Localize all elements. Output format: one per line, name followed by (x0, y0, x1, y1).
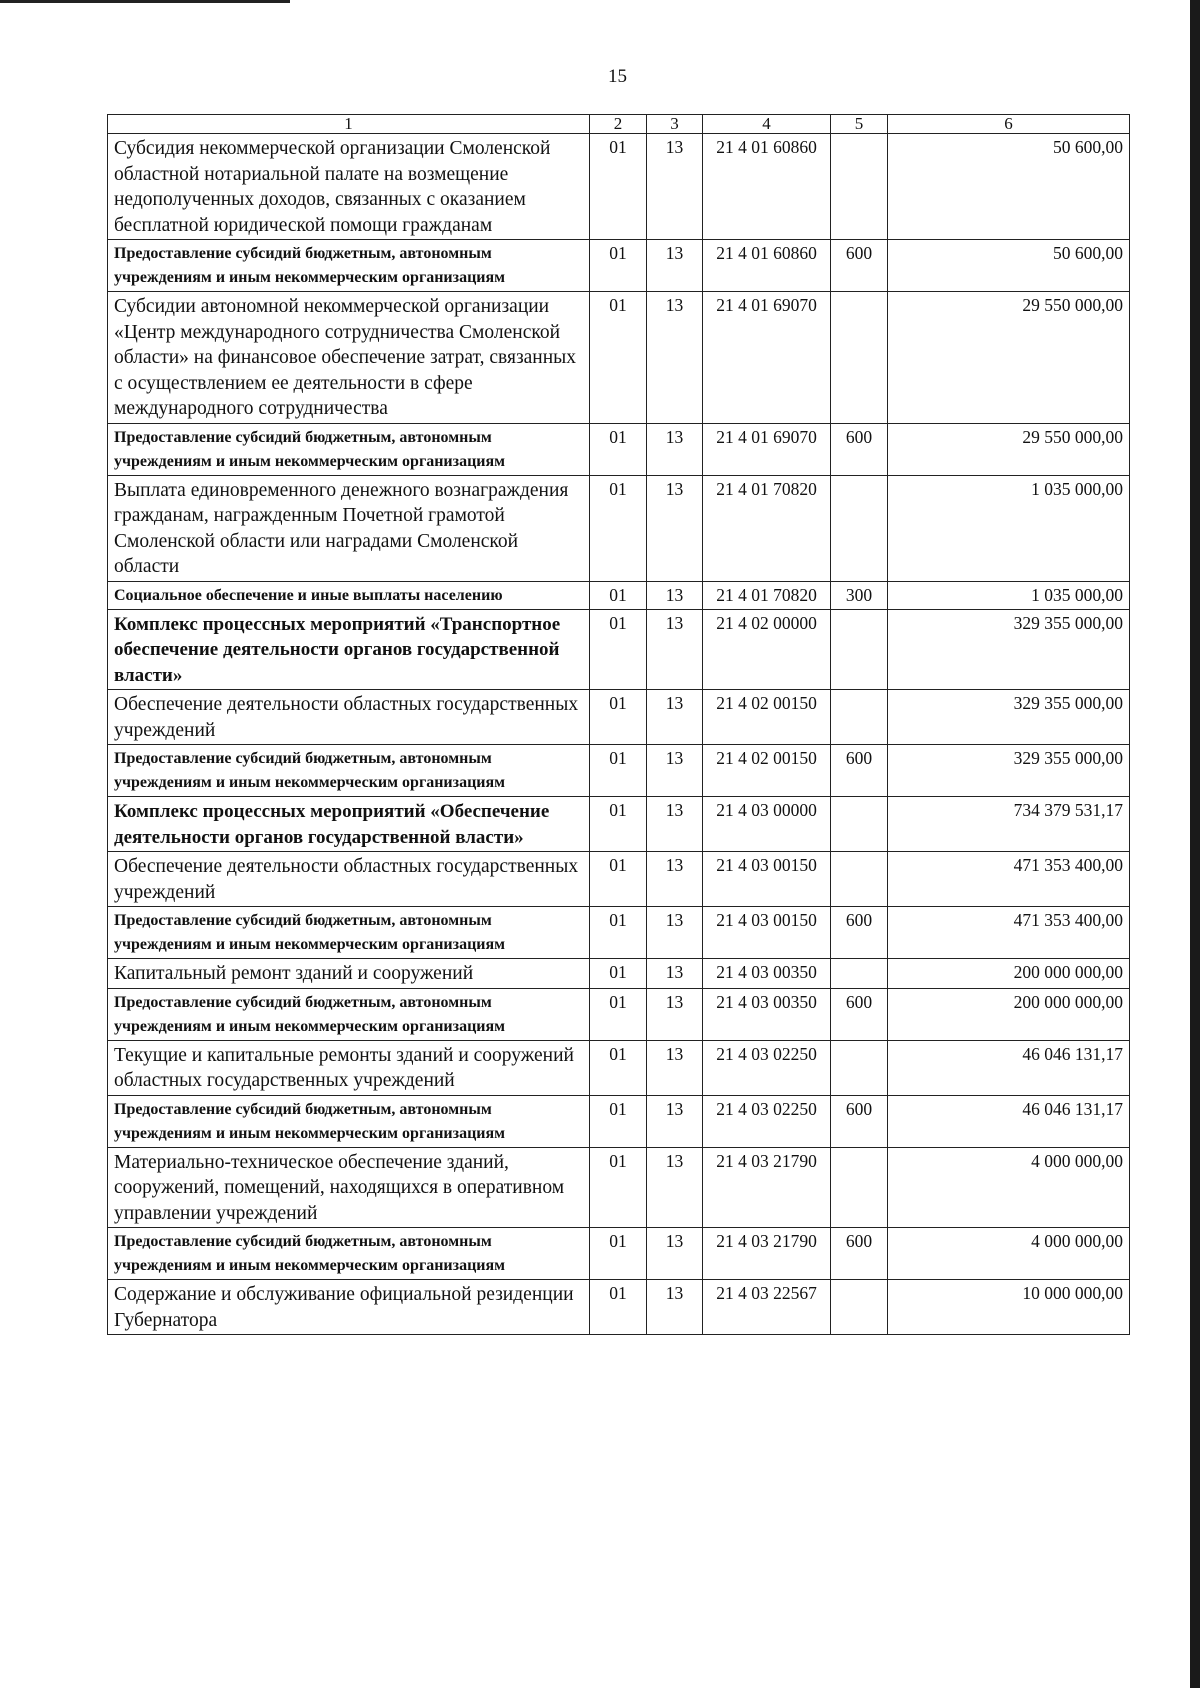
scan-edge-shadow (1190, 0, 1200, 1688)
row-expense-type-cell (831, 797, 888, 852)
row-amount-cell: 734 379 531,17 (888, 797, 1130, 852)
row-subsection-cell: 13 (647, 1228, 703, 1280)
row-section-cell: 01 (590, 852, 647, 907)
row-section-cell: 01 (590, 1095, 647, 1147)
row-section-cell: 01 (590, 797, 647, 852)
row-amount-cell: 200 000 000,00 (888, 959, 1130, 989)
row-name-cell: Субсидии автономной некоммерческой организации «Центр международного сотрудничества Смоленской области» на финансовое обеспечение затрат, связанных с осуществлением ее деятельности в сфере международного сотрудничества (108, 292, 590, 424)
row-name-cell: Обеспечение деятельности областных государственных учреждений (108, 852, 590, 907)
table-row (108, 1280, 1130, 1335)
row-expense-type-cell (831, 1040, 888, 1095)
row-amount-cell: 329 355 000,00 (888, 745, 1130, 797)
table-row (108, 1095, 1130, 1147)
row-amount-cell: 46 046 131,17 (888, 1095, 1130, 1147)
row-subsection-cell: 13 (647, 581, 703, 609)
row-expense-type-cell: 600 (831, 745, 888, 797)
row-subsection-cell: 13 (647, 292, 703, 424)
row-subsection-cell: 13 (647, 797, 703, 852)
row-name-cell: Предоставление субсидий бюджетным, автономным учреждениям и иным некоммерческим организациям (108, 423, 590, 475)
table-row (108, 1228, 1130, 1280)
row-name-cell: Материально-техническое обеспечение зданий, сооружений, помещений, находящихся в оперативном управлении учреждений (108, 1147, 590, 1228)
row-expense-type-cell (831, 609, 888, 690)
table-row (108, 690, 1130, 745)
row-section-cell: 01 (590, 581, 647, 609)
row-section-cell: 01 (590, 1147, 647, 1228)
row-section-cell: 01 (590, 475, 647, 581)
row-subsection-cell: 13 (647, 240, 703, 292)
table-row (108, 423, 1130, 475)
row-target-code-cell: 21 4 02 00150 (703, 690, 831, 745)
row-expense-type-cell (831, 1280, 888, 1335)
budget-table (107, 114, 1130, 1335)
row-amount-cell: 1 035 000,00 (888, 475, 1130, 581)
header-col-2: 2 (590, 115, 647, 134)
row-name-cell: Предоставление субсидий бюджетным, автономным учреждениям и иным некоммерческим организациям (108, 1228, 590, 1280)
row-name-cell: Субсидия некоммерческой организации Смоленской областной нотариальной палате на возмещение недополученных доходов, связанных с оказанием бесплатной юридической помощи гражданам (108, 134, 590, 240)
top-rule (0, 0, 290, 3)
row-target-code-cell: 21 4 01 60860 (703, 240, 831, 292)
row-subsection-cell: 13 (647, 690, 703, 745)
row-target-code-cell: 21 4 03 00350 (703, 988, 831, 1040)
row-section-cell: 01 (590, 1040, 647, 1095)
row-expense-type-cell (831, 292, 888, 424)
row-target-code-cell: 21 4 01 69070 (703, 292, 831, 424)
row-target-code-cell: 21 4 03 00150 (703, 907, 831, 959)
row-subsection-cell: 13 (647, 609, 703, 690)
table-row (108, 852, 1130, 907)
row-name-cell: Предоставление субсидий бюджетным, автономным учреждениям и иным некоммерческим организациям (108, 745, 590, 797)
row-name-cell: Комплекс процессных мероприятий «Транспортное обеспечение деятельности органов государственной власти» (108, 609, 590, 690)
row-expense-type-cell (831, 134, 888, 240)
row-target-code-cell: 21 4 03 00000 (703, 797, 831, 852)
table-header-row (108, 115, 1130, 134)
row-expense-type-cell: 600 (831, 1095, 888, 1147)
row-subsection-cell: 13 (647, 988, 703, 1040)
row-expense-type-cell (831, 690, 888, 745)
row-target-code-cell: 21 4 02 00150 (703, 745, 831, 797)
row-name-cell: Предоставление субсидий бюджетным, автономным учреждениям и иным некоммерческим организациям (108, 1095, 590, 1147)
row-target-code-cell: 21 4 01 70820 (703, 475, 831, 581)
table-row (108, 292, 1130, 424)
row-subsection-cell: 13 (647, 1147, 703, 1228)
row-amount-cell: 4 000 000,00 (888, 1147, 1130, 1228)
row-subsection-cell: 13 (647, 852, 703, 907)
row-target-code-cell: 21 4 03 00150 (703, 852, 831, 907)
row-expense-type-cell (831, 959, 888, 989)
table-row (108, 745, 1130, 797)
row-amount-cell: 200 000 000,00 (888, 988, 1130, 1040)
row-name-cell: Предоставление субсидий бюджетным, автономным учреждениям и иным некоммерческим организациям (108, 988, 590, 1040)
table-row (108, 1040, 1130, 1095)
row-section-cell: 01 (590, 240, 647, 292)
row-section-cell: 01 (590, 423, 647, 475)
row-amount-cell: 4 000 000,00 (888, 1228, 1130, 1280)
table-row (108, 1147, 1130, 1228)
page-number: 15 (608, 66, 627, 87)
row-target-code-cell: 21 4 03 22567 (703, 1280, 831, 1335)
row-amount-cell: 471 353 400,00 (888, 852, 1130, 907)
table-row (108, 959, 1130, 989)
row-section-cell: 01 (590, 1228, 647, 1280)
row-section-cell: 01 (590, 690, 647, 745)
row-target-code-cell: 21 4 01 69070 (703, 423, 831, 475)
row-expense-type-cell: 600 (831, 1228, 888, 1280)
row-target-code-cell: 21 4 03 02250 (703, 1095, 831, 1147)
row-name-cell: Предоставление субсидий бюджетным, автономным учреждениям и иным некоммерческим организациям (108, 907, 590, 959)
table-row (108, 240, 1130, 292)
row-expense-type-cell (831, 1147, 888, 1228)
row-section-cell: 01 (590, 988, 647, 1040)
table-row (108, 988, 1130, 1040)
row-name-cell: Комплекс процессных мероприятий «Обеспечение деятельности органов государственной власти» (108, 797, 590, 852)
row-name-cell: Обеспечение деятельности областных государственных учреждений (108, 690, 590, 745)
row-expense-type-cell: 600 (831, 423, 888, 475)
row-name-cell: Содержание и обслуживание официальной резиденции Губернатора (108, 1280, 590, 1335)
row-amount-cell: 471 353 400,00 (888, 907, 1130, 959)
row-target-code-cell: 21 4 01 70820 (703, 581, 831, 609)
row-target-code-cell: 21 4 02 00000 (703, 609, 831, 690)
row-expense-type-cell: 600 (831, 907, 888, 959)
row-name-cell: Текущие и капитальные ремонты зданий и сооружений областных государственных учреждений (108, 1040, 590, 1095)
row-subsection-cell: 13 (647, 1040, 703, 1095)
row-amount-cell: 29 550 000,00 (888, 292, 1130, 424)
table-row (108, 907, 1130, 959)
row-section-cell: 01 (590, 134, 647, 240)
header-col-6: 6 (888, 115, 1130, 134)
table-row (108, 609, 1130, 690)
row-subsection-cell: 13 (647, 907, 703, 959)
row-amount-cell: 329 355 000,00 (888, 609, 1130, 690)
row-expense-type-cell: 600 (831, 988, 888, 1040)
row-name-cell: Социальное обеспечение и иные выплаты населению (108, 581, 590, 609)
row-subsection-cell: 13 (647, 1280, 703, 1335)
table-row (108, 581, 1130, 609)
row-amount-cell: 29 550 000,00 (888, 423, 1130, 475)
header-col-4: 4 (703, 115, 831, 134)
table-row (108, 797, 1130, 852)
header-col-1: 1 (108, 115, 590, 134)
row-amount-cell: 1 035 000,00 (888, 581, 1130, 609)
row-amount-cell: 10 000 000,00 (888, 1280, 1130, 1335)
row-name-cell: Предоставление субсидий бюджетным, автономным учреждениям и иным некоммерческим организациям (108, 240, 590, 292)
row-section-cell: 01 (590, 745, 647, 797)
row-target-code-cell: 21 4 03 21790 (703, 1228, 831, 1280)
header-col-3: 3 (647, 115, 703, 134)
row-target-code-cell: 21 4 03 02250 (703, 1040, 831, 1095)
row-subsection-cell: 13 (647, 745, 703, 797)
row-amount-cell: 50 600,00 (888, 134, 1130, 240)
table-row (108, 475, 1130, 581)
row-expense-type-cell: 300 (831, 581, 888, 609)
row-section-cell: 01 (590, 907, 647, 959)
row-target-code-cell: 21 4 03 00350 (703, 959, 831, 989)
row-expense-type-cell (831, 852, 888, 907)
row-expense-type-cell (831, 475, 888, 581)
row-amount-cell: 46 046 131,17 (888, 1040, 1130, 1095)
row-section-cell: 01 (590, 292, 647, 424)
row-subsection-cell: 13 (647, 475, 703, 581)
row-subsection-cell: 13 (647, 423, 703, 475)
row-amount-cell: 50 600,00 (888, 240, 1130, 292)
row-name-cell: Выплата единовременного денежного вознаграждения гражданам, награжденным Почетной грамотой Смоленской области или наградами Смоленской области (108, 475, 590, 581)
row-subsection-cell: 13 (647, 1095, 703, 1147)
row-name-cell: Капитальный ремонт зданий и сооружений (108, 959, 590, 989)
row-section-cell: 01 (590, 1280, 647, 1335)
row-target-code-cell: 21 4 01 60860 (703, 134, 831, 240)
row-section-cell: 01 (590, 609, 647, 690)
row-amount-cell: 329 355 000,00 (888, 690, 1130, 745)
row-subsection-cell: 13 (647, 959, 703, 989)
row-section-cell: 01 (590, 959, 647, 989)
table-row (108, 134, 1130, 240)
row-subsection-cell: 13 (647, 134, 703, 240)
row-expense-type-cell: 600 (831, 240, 888, 292)
row-target-code-cell: 21 4 03 21790 (703, 1147, 831, 1228)
header-col-5: 5 (831, 115, 888, 134)
